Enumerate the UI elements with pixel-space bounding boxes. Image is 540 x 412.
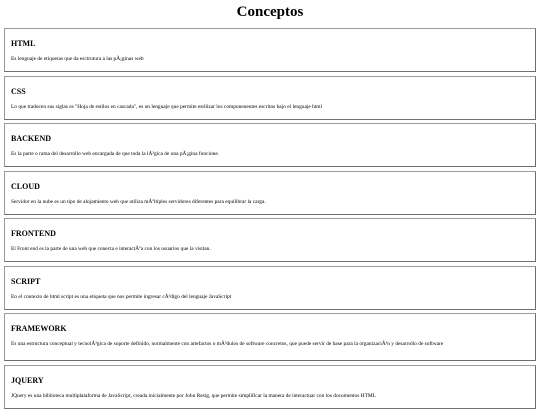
- concept-name: CLOUD: [11, 181, 40, 191]
- concept-card-css: [4, 76, 536, 120]
- concept-card-cloud: [4, 171, 536, 215]
- concept-description: Es una estructura conceptual y tecnolÃ³gica de soporte definido, normalmente con artefactos o mÃ³dulos de software concretos, que puede servir de base para la organizaciÃ³n y desarrollo de software: [11, 341, 444, 347]
- concept-card-script: [4, 266, 536, 310]
- concept-description: El Front end es la parte de una web que conecta e interactÃºa con los usuarios que la visitan.: [11, 246, 211, 252]
- concept-description: JQuery es una biblioteca multiplataforma de JavaScript, creada inicialmente por John Resig, que permite simplificar la manera de interactuar con los documentos HTML: [11, 392, 376, 399]
- concept-description: Lo que traducen sus siglas es "Hoja de estilos en cascada", es un lenguaje que permite estilizar los componenentes escritos bajo el lenguaje html: [11, 103, 322, 110]
- concept-name: SCRIPT: [11, 276, 41, 286]
- concept-description: Es lenguaje de etiquetas que da esctrutura a las pÃ¡ginas web: [11, 56, 144, 62]
- concept-name: FRAMEWORK: [11, 324, 67, 333]
- concept-card-backend: [4, 123, 536, 167]
- concept-name: BACKEND: [11, 134, 52, 143]
- concept-card-framework: [4, 313, 536, 361]
- concept-name: JQUERY: [11, 375, 44, 385]
- concept-description: En el contexto de html script es una etiqueta que nos permite ingresar cÃ³digo del lenguaje JavaScript: [11, 293, 232, 300]
- concept-description: Servidor en la nube es un tipo de alojamiento web que utiliza mÃºltiples servidores diferentes para equilibrar la carga.: [11, 198, 266, 205]
- page-title: Conceptos: [236, 4, 304, 20]
- concept-card-jquery: [4, 365, 536, 409]
- concept-name: CSS: [11, 86, 26, 96]
- concept-description: Es la parte o rama del desarrollo web encargada de que toda la lÃ³gica de una pÃ¡gina funcione.: [11, 151, 220, 157]
- concept-card-html: [4, 28, 536, 72]
- concept-name: FRONTEND: [11, 229, 56, 238]
- concept-list: [4, 28, 536, 412]
- concept-card-frontend: [4, 218, 536, 262]
- concept-name: HTML: [11, 39, 36, 48]
